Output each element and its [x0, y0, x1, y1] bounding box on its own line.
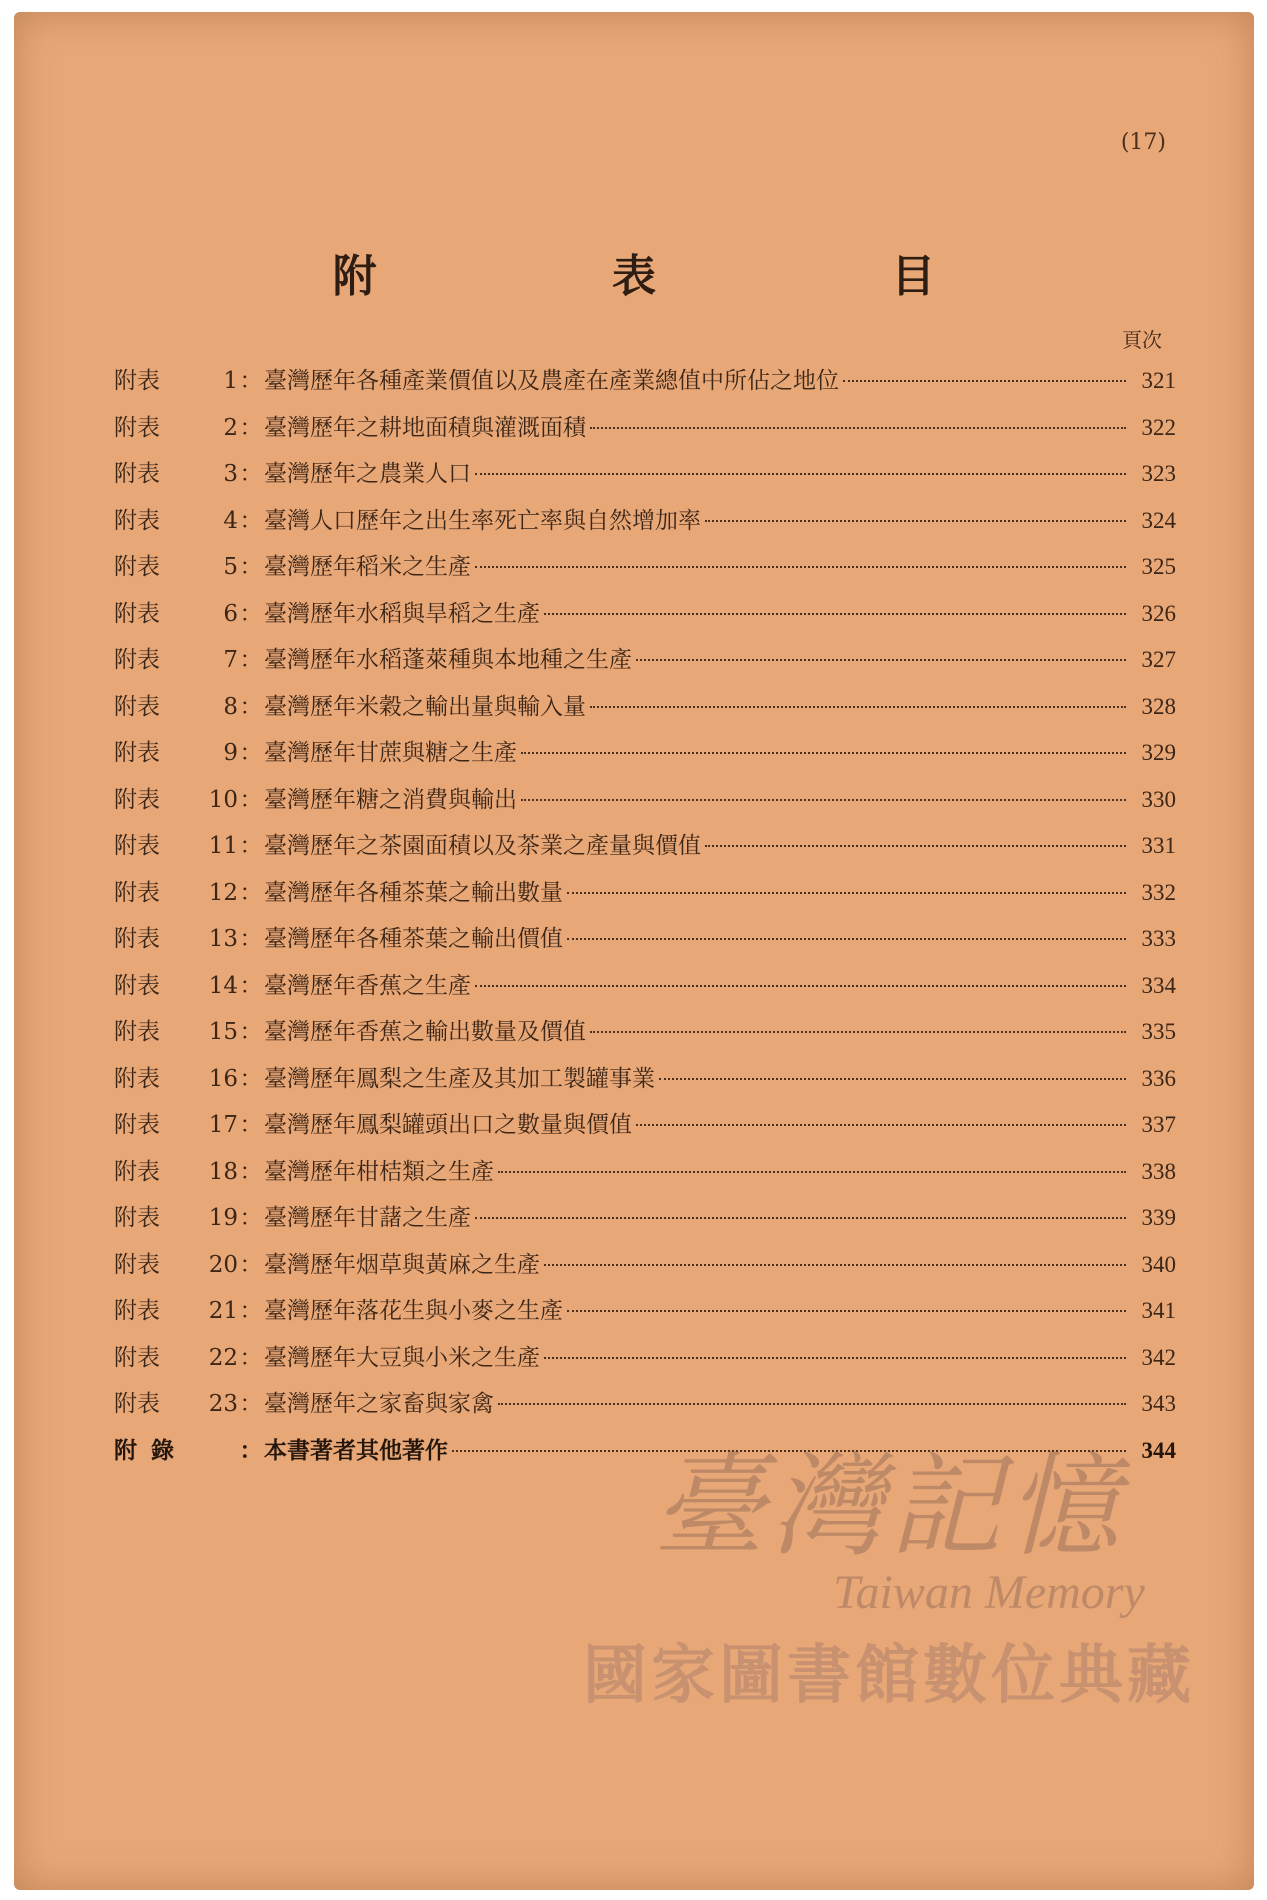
entry-label: 附表: [114, 600, 160, 627]
entry-colon: ：: [239, 833, 263, 859]
entry-number: 21: [208, 1298, 238, 1324]
entry-number: 7: [223, 647, 238, 673]
entry-colon: ：: [239, 1065, 263, 1092]
entry-colon: ：: [239, 693, 263, 720]
dot-leader: [590, 706, 1126, 708]
entry-colon: ：: [239, 926, 263, 952]
entry-colon: ：: [239, 461, 263, 487]
entry-label: 附表: [114, 1344, 160, 1371]
entry-page: 333: [1141, 926, 1176, 951]
dot-leader: [475, 566, 1126, 568]
entry-label: 附表: [114, 786, 160, 813]
entry-page: 339: [1141, 1205, 1176, 1230]
page-number: (17): [1120, 130, 1166, 155]
entry-label: 附表: [114, 507, 160, 534]
entry-title: 臺灣歷年水稻蓬萊種與本地種之生產: [264, 647, 632, 673]
dot-leader: [705, 520, 1126, 522]
entry-colon: ：: [239, 1298, 263, 1324]
watermark-english: Taiwan Memory: [833, 1566, 1145, 1619]
entry-title: 臺灣歷年落花生與小麥之生產: [264, 1298, 563, 1324]
entry-label: 附表: [114, 693, 160, 720]
entry-number: 5: [223, 554, 238, 580]
dot-leader: [544, 613, 1126, 615]
entry-label: 附表: [114, 461, 160, 487]
entry-number: 23: [208, 1391, 238, 1417]
entry-colon: ：: [239, 600, 263, 627]
entry-label: 附表: [114, 1112, 160, 1138]
entry-title: 臺灣歷年柑桔類之生產: [264, 1158, 494, 1185]
entry-title: 臺灣歷年水稻與旱稻之生產: [264, 600, 540, 627]
entry-title: 臺灣歷年烟草與黃麻之生產: [264, 1251, 540, 1278]
entry-label: 附表: [114, 879, 160, 906]
entry-title: 臺灣歷年甘藷之生產: [264, 1205, 471, 1231]
toc-entry[interactable]: [114, 920, 1176, 967]
entry-label: 附表: [114, 554, 160, 580]
entry-number: 19: [208, 1205, 238, 1231]
entry-page: 330: [1141, 786, 1176, 812]
entry-title: 臺灣歷年米穀之輸出量與輸入量: [264, 693, 586, 720]
entry-colon: ：: [239, 1158, 263, 1185]
toc-entry[interactable]: [114, 1339, 1176, 1386]
appendix-label: 附錄: [114, 1436, 188, 1464]
toc-entry[interactable]: [114, 734, 1176, 781]
entry-page: 325: [1141, 554, 1176, 579]
entry-page: 323: [1141, 461, 1176, 486]
entry-label: 附表: [114, 1251, 160, 1278]
entry-label: 附表: [114, 972, 160, 999]
dot-leader: [567, 892, 1126, 894]
entry-page: 342: [1141, 1344, 1176, 1370]
entry-number: 17: [208, 1112, 238, 1138]
dot-leader: [567, 938, 1126, 940]
entry-title: 臺灣歷年大豆與小米之生產: [264, 1344, 540, 1371]
toc-entry[interactable]: [114, 1292, 1176, 1339]
entry-colon: ：: [239, 507, 263, 534]
entry-colon: ：: [239, 1251, 263, 1278]
entry-colon: ：: [239, 740, 263, 766]
toc-entry[interactable]: [114, 874, 1176, 921]
entry-label: 附表: [114, 414, 160, 441]
entry-title: 臺灣歷年稻米之生產: [264, 554, 471, 580]
entry-page: 327: [1141, 647, 1176, 672]
dot-leader: [590, 427, 1126, 429]
entry-title: 臺灣歷年甘蔗與糖之生產: [264, 740, 517, 766]
dot-leader: [498, 1403, 1126, 1405]
entry-title: 臺灣歷年各種茶葉之輸出價值: [264, 926, 563, 952]
entry-title: 臺灣歷年香蕉之生產: [264, 972, 471, 999]
dot-leader: [843, 380, 1126, 382]
dot-leader: [567, 1310, 1126, 1312]
dot-leader: [521, 799, 1126, 801]
dot-leader: [498, 1171, 1126, 1173]
dot-leader: [475, 1217, 1126, 1219]
watermark-chinese: 臺灣記憶: [653, 1442, 1125, 1572]
entry-title: 臺灣人口歷年之出生率死亡率與自然增加率: [264, 507, 701, 534]
toc-entry[interactable]: [114, 1385, 1176, 1432]
entry-label: 附表: [114, 926, 160, 952]
table-of-contents: [114, 362, 1176, 1478]
entry-colon: ：: [239, 879, 263, 906]
entry-title: 臺灣歷年之農業人口: [264, 461, 471, 487]
entry-page: 335: [1141, 1019, 1176, 1044]
toc-entry[interactable]: [114, 502, 1176, 549]
entry-number: 11: [208, 833, 238, 859]
entry-title: 臺灣歷年香蕉之輸出數量及價值: [264, 1019, 586, 1045]
entry-title: 臺灣歷年之耕地面積與灌溉面積: [264, 414, 586, 441]
entry-title: 臺灣歷年各種茶葉之輸出數量: [264, 879, 563, 906]
entry-colon: ：: [239, 786, 263, 813]
entry-number: 10: [208, 786, 238, 813]
toc-entry[interactable]: [114, 595, 1176, 642]
entry-page: 340: [1141, 1251, 1176, 1277]
toc-entry[interactable]: [114, 967, 1176, 1014]
entry-page: 321: [1141, 368, 1176, 393]
toc-entry[interactable]: [114, 409, 1176, 456]
entry-page: 341: [1141, 1298, 1176, 1323]
entry-colon: ：: [239, 1391, 263, 1417]
entry-label: 附表: [114, 647, 160, 673]
dot-leader: [590, 1031, 1126, 1033]
entry-page: 336: [1141, 1065, 1176, 1091]
dot-leader: [521, 752, 1126, 754]
dot-leader: [636, 1124, 1126, 1126]
entry-title: 臺灣歷年鳳梨罐頭出口之數量與價值: [264, 1112, 632, 1138]
entry-title: 臺灣歷年之茶園面積以及茶業之產量與價值: [264, 833, 701, 859]
entry-label: 附表: [114, 1065, 160, 1092]
entry-colon: ：: [239, 1344, 263, 1371]
entry-page: 328: [1141, 693, 1176, 719]
entry-number: 1: [223, 368, 238, 394]
entry-number: 22: [208, 1344, 238, 1371]
entry-number: 12: [208, 879, 238, 906]
toc-entry[interactable]: [114, 688, 1176, 735]
entry-number: 15: [208, 1019, 238, 1045]
entry-label: 附表: [114, 1205, 160, 1231]
entry-page: 329: [1141, 740, 1176, 765]
entry-colon: ：: [239, 368, 263, 394]
entry-colon: ：: [239, 554, 263, 580]
entry-label: 附表: [114, 1158, 160, 1185]
entry-label: 附表: [114, 368, 160, 394]
entry-page: 326: [1141, 600, 1176, 626]
toc-entry[interactable]: [114, 1106, 1176, 1153]
toc-entry[interactable]: [114, 641, 1176, 688]
dot-leader: [544, 1264, 1126, 1266]
toc-entry[interactable]: [114, 548, 1176, 595]
entry-page: 337: [1141, 1112, 1176, 1137]
appendix-title: 本書著者其他著作: [264, 1436, 448, 1464]
entry-number: 14: [208, 972, 238, 999]
entry-title: 臺灣歷年之家畜與家禽: [264, 1391, 494, 1417]
dot-leader: [475, 473, 1126, 475]
watermark-organization: 國家圖書館數位典藏: [583, 1639, 1195, 1713]
entry-page: 332: [1141, 879, 1176, 905]
dot-leader: [659, 1078, 1126, 1080]
entry-page: 343: [1141, 1391, 1176, 1416]
toc-entry[interactable]: [114, 362, 1176, 409]
toc-entry[interactable]: [114, 781, 1176, 828]
entry-number: 3: [223, 461, 238, 487]
watermark: [579, 1442, 1199, 1747]
page-title: 附 表 目: [332, 251, 1046, 302]
document-page: [14, 12, 1254, 1890]
toc-entry[interactable]: [114, 827, 1176, 874]
entry-title: 臺灣歷年鳳梨之生產及其加工製罐事業: [264, 1065, 655, 1092]
entry-colon: ：: [239, 972, 263, 999]
entry-label: 附表: [114, 1391, 160, 1417]
dot-leader: [475, 985, 1126, 987]
entry-number: 16: [208, 1065, 238, 1092]
entry-label: 附表: [114, 740, 160, 766]
toc-entry[interactable]: [114, 1013, 1176, 1060]
entry-number: 13: [208, 926, 238, 952]
entry-number: 18: [208, 1158, 238, 1185]
entry-label: 附表: [114, 1019, 160, 1045]
entry-label: 附表: [114, 833, 160, 859]
dot-leader: [544, 1357, 1126, 1359]
entry-page: 324: [1141, 507, 1176, 533]
toc-entry[interactable]: [114, 1060, 1176, 1107]
entry-colon: ：: [239, 647, 263, 673]
entry-page: 334: [1141, 972, 1176, 998]
page-column-header: 頁次: [1122, 328, 1162, 352]
entry-page: 331: [1141, 833, 1176, 858]
entry-number: 8: [223, 693, 238, 720]
entry-number: 6: [223, 600, 238, 627]
entry-colon: ：: [239, 1436, 263, 1464]
entry-page: 322: [1141, 414, 1176, 440]
entry-colon: ：: [239, 1205, 263, 1231]
entry-number: 20: [208, 1251, 238, 1278]
toc-entry[interactable]: [114, 1199, 1176, 1246]
entry-page: 338: [1141, 1158, 1176, 1184]
appendix-page: 344: [1141, 1437, 1176, 1463]
entry-label: 附表: [114, 1298, 160, 1324]
entry-number: 2: [223, 414, 238, 441]
dot-leader: [636, 659, 1126, 661]
entry-colon: ：: [239, 1019, 263, 1045]
entry-number: 9: [223, 740, 238, 766]
toc-entry[interactable]: [114, 455, 1176, 502]
entry-title: 臺灣歷年各種產業價值以及農產在產業總值中所佔之地位: [264, 368, 839, 394]
entry-colon: ：: [239, 414, 263, 441]
entry-colon: ：: [239, 1112, 263, 1138]
dot-leader: [705, 845, 1126, 847]
toc-entry[interactable]: [114, 1246, 1176, 1293]
entry-title: 臺灣歷年糖之消費與輸出: [264, 786, 517, 813]
entry-number: 4: [223, 507, 238, 534]
toc-entry[interactable]: [114, 1153, 1176, 1200]
